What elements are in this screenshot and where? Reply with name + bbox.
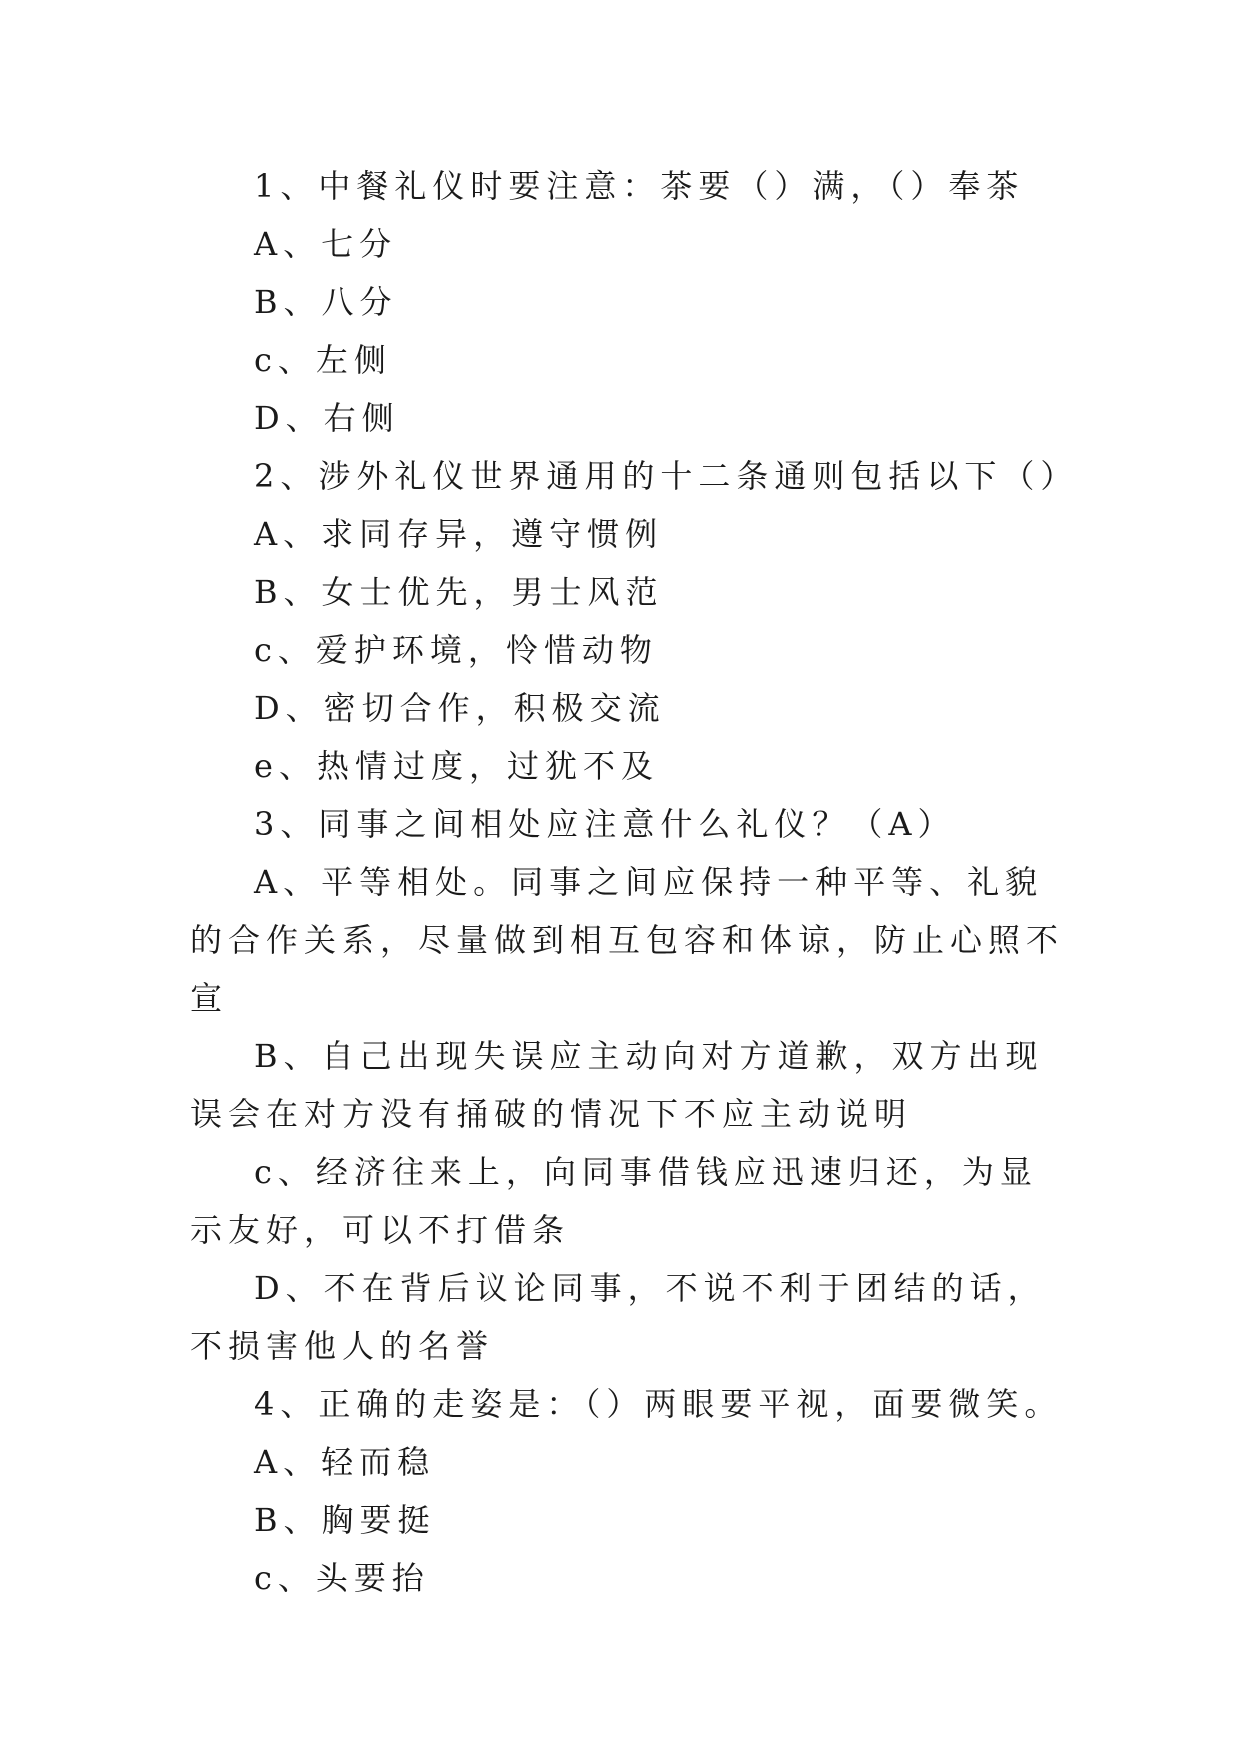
q3-option-a: A、平等相处。同事之间应保持一种平等、礼貌的合作关系，尽量做到相互包容和体谅，防止心照不宣: [190, 863, 1065, 1017]
q2-option-e: e、热情过度，过犹不及: [254, 747, 659, 785]
q3-option-c: c、经济往来上，向同事借钱应迅速归还，为显示友好，可以不打借条: [190, 1153, 1038, 1249]
q2-option-d: D、密切合作，积极交流: [254, 689, 666, 727]
q1-option-b: B、八分: [254, 283, 398, 321]
question-1: 1、中餐礼仪时要注意：茶要（）满，（）奉茶: [254, 167, 1025, 205]
q2-option-c: c、爱护环境，怜惜动物: [254, 631, 658, 669]
q1-option-a: A、七分: [254, 225, 398, 263]
q4-option-a: A、轻而稳: [254, 1443, 436, 1481]
q4-option-b: B、胸要挺: [254, 1501, 436, 1539]
q2-option-b: B、女士优先，男士风范: [254, 573, 664, 611]
q2-option-a: A、求同存异，遵守惯例: [254, 515, 664, 553]
question-4: 4、正确的走姿是：（）两眼要平视，面要微笑。: [254, 1385, 1063, 1423]
q3-option-d: D、不在背后议论同事，不说不利于团结的话，不损害他人的名誉: [190, 1269, 1046, 1365]
q1-option-d: D、右侧: [254, 399, 400, 437]
q3-option-b: B、自己出现失误应主动向对方道歉，双方出现误会在对方没有捅破的情况下不应主动说明: [190, 1037, 1044, 1133]
document-body: [190, 157, 1079, 1607]
q1-option-c: c、左侧: [254, 341, 392, 379]
q4-option-c: c、头要抬: [254, 1559, 430, 1597]
question-3: 3、同事之间相处应注意什么礼仪？（A）: [254, 805, 956, 843]
question-2: 2、涉外礼仪世界通用的十二条通则包括以下（）: [254, 457, 1079, 495]
